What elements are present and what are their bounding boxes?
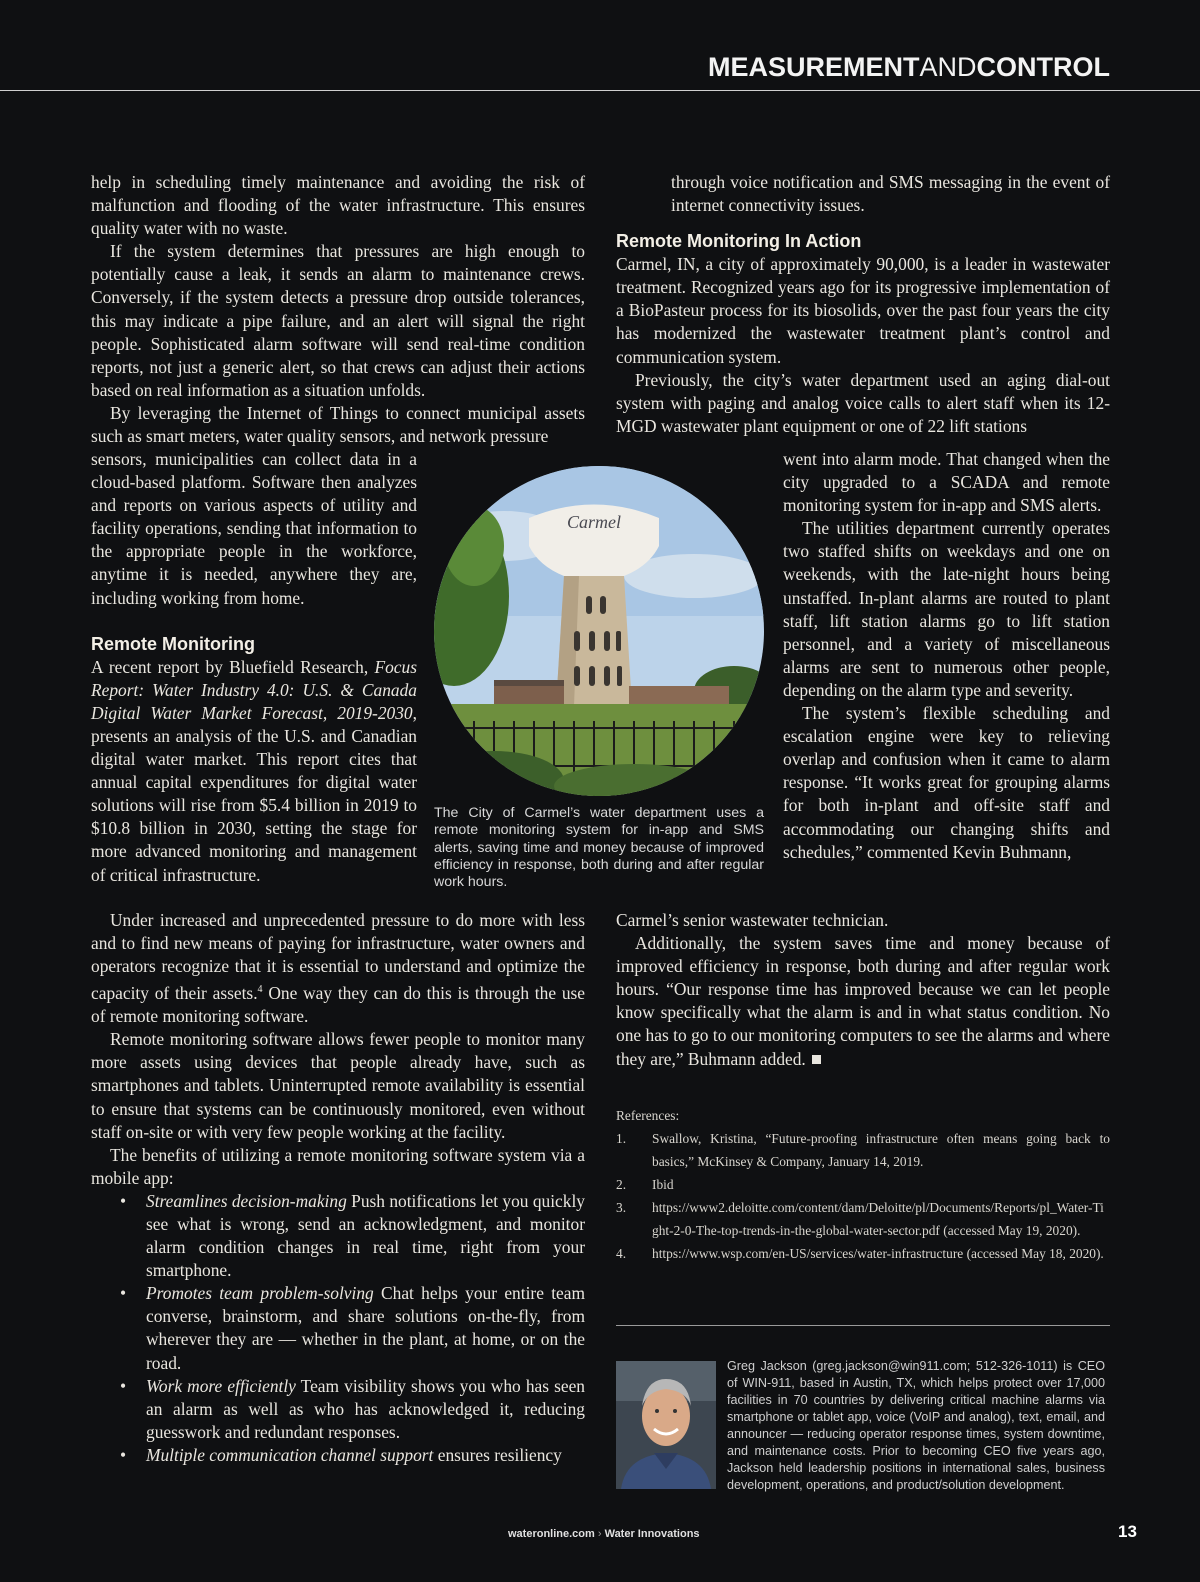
- left-column-bottom: [91, 909, 585, 1467]
- paragraph: help in scheduling timely maintenance and avoiding the risk of malfunction and flooding of the water infrastructure. This ensures quality water with no waste.: [91, 172, 585, 239]
- reference-item: 3. https://www2.deloitte.com/content/dam/Deloitte/pl/Documents/Reports/pl_Water-Tight-2-0-The-top-trends-in-the-global-water-sector.pdf (accessed May 19, 2020).: [616, 1200, 1104, 1238]
- list-item: • Streamlines decision-making Push notifications let you quickly see what is wrong, send an acknowledgment, and monitor alarm condition changes in real time, right from your smartphone.: [146, 1190, 585, 1282]
- right-column-top: [616, 171, 1110, 438]
- paragraph: went into alarm mode. That changed when the city upgraded to a SCADA and remote monitoring system for in-app and SMS alerts.: [783, 449, 1110, 516]
- page-header: [0, 0, 1200, 91]
- footer-publication: wateronline.com › Water Innovations: [508, 1528, 700, 1540]
- reference-item: 2. Ibid: [616, 1177, 674, 1192]
- left-column-top: [91, 171, 585, 448]
- references-list: [616, 1127, 1110, 1265]
- paragraph: The system’s flexible scheduling and escalation engine were key to relieving overlap and confusion when it came to alarm response. “It works great for grouping alarms for both in-plant and off-site staff and accommodating our changing shifts and schedules,” commented Kevin Buhmann,: [783, 703, 1110, 862]
- paragraph: If the system determines that pressures are high enough to potentially cause a leak, it sends an alarm to maintenance crews. Conversely, if the system detects a pressure drop outside tolerances, this may indicate a pipe failure, and an alert will signal the right people. Sophisticated alarm software will send real-time condition reports, not just a generic alert, so that crews can adjust their actions based on real information as a situation unfolds.: [91, 241, 585, 400]
- tower-logo-text: Carmel: [567, 512, 621, 532]
- paragraph: The benefits of utilizing a remote monitoring software system via a mobile app:: [91, 1144, 585, 1188]
- paragraph: Previously, the city’s water department used an aging dial-out system with paging and analog voice calls to alert staff when its 12-MGD wastewater plant equipment or one of 22 lift stations: [616, 369, 1110, 436]
- author-photo: [616, 1361, 716, 1489]
- right-column-narrow: [783, 448, 1110, 864]
- author-portrait: [616, 1361, 716, 1489]
- list-item: • Multiple communication channel support ensures resiliency: [146, 1444, 585, 1467]
- benefits-list: [91, 1190, 585, 1467]
- paragraph: Remote monitoring software allows fewer people to monitor many more assets using devices that people already have, such as smartphones and tablets. Uninterrupted remote availability is essential to ensure that systems can be continuously monitored, even without staff on-site or with very few people working at the facility.: [91, 1029, 585, 1142]
- photo-caption: The City of Carmel’s water department uses a remote monitoring system for in-app and SMS alerts, saving time and money because of improved efficiency in response, both during and after regular work hours.: [434, 805, 764, 891]
- reference-item: 4. https://www.wsp.com/en-US/services/water-infrastructure (accessed May 18, 2020).: [616, 1246, 1104, 1261]
- paragraph: By leveraging the Internet of Things to connect municipal assets such as smart meters, water quality sensors, and network pressure: [91, 402, 585, 447]
- water-tower-illustration: [434, 466, 764, 796]
- paragraph: Under increased and unprecedented pressure to do more with less and to find new means of paying for infrastructure, water owners and operators recognize that it is essential to understand and optimize the capacity of their assets.$^4$ One way they can do this is through the use of remote monitoring software.: [91, 910, 586, 1027]
- list-item: • Work more efficiently Team visibility shows you who has seen an alarm as well as who has acknowledged it, reducing guesswork and redundant responses.: [146, 1375, 585, 1444]
- paragraph: A recent report by Bluefield Research, Focus Report: Water Industry 4.0: U.S. & Canada Digital Water Market Forecast, 2019-2030, presents an analysis of the U.S. and Canadian digital water market. This report cites that annual capital expenditures for digital water solutions will rise from $5.4 billion in 2019 to $10.8 billion in 2030, setting the stage for more advanced monitoring and management of critical infrastructure.: [91, 656, 417, 885]
- references: [616, 1104, 1110, 1265]
- references-heading: References:: [616, 1108, 680, 1123]
- water-tower-photo: [434, 466, 764, 796]
- section-heading: Remote Monitoring: [91, 633, 255, 654]
- paragraph: Carmel’s senior wastewater technician.: [616, 910, 889, 930]
- left-column-narrow: [91, 448, 417, 887]
- section-heading: Remote Monitoring In Action: [616, 231, 862, 252]
- end-mark-icon: [812, 1055, 821, 1064]
- divider: [616, 1325, 1110, 1326]
- paragraph: sensors, municipalities can collect data in a cloud-based platform. Software then analyzes and reports on various aspects of utility and facility operations, sending that information to the appropriate people in the workforce, anytime it is needed, anywhere they are, including working from home.: [91, 449, 417, 608]
- bullet-continuation: through voice notification and SMS messaging in the event of internet connectivity issues.: [671, 172, 1110, 216]
- author-bio: Greg Jackson (greg.jackson@win911.com; 512-326-1011) is CEO of WIN-911, based in Austin, TX, which helps protect over 17,000 facilities in 70 countries by delivering critical machine alarms via smartphone or tablet app, voice (VoIP and analog), text, email, and announcer — reducing operator response times, system downtime, and maintenance costs. Prior to becoming CEO five years ago, Jackson held leadership positions in international sales, business development, operations, and product/solution development.: [727, 1359, 1105, 1492]
- right-column-bottom: [616, 909, 1110, 1071]
- page-number: 13: [1118, 1522, 1137, 1541]
- paragraph: Carmel, IN, a city of approximately 90,000, is a leader in wastewater treatment. Recognized years ago for its progressive implementation of a BioPasteur process for its biosolids, over the past four years the city has modernized the wastewater treatment plant’s control and communication system.: [616, 254, 1110, 367]
- paragraph: The utilities department currently operates two staffed shifts on weekdays and one on weekends, with the late-night hours being unstaffed. In-plant alarms are routed to plant staff, lift station alarms go to lift station personnel, and a variety of miscellaneous alarms are sent to numerous other people, depending on the alarm type and severity.: [783, 518, 1110, 700]
- list-item: • Promotes team problem-solving Chat helps your entire team converse, brainstorm, and share solutions on-the-fly, from wherever they are — whether in the plant, at home, or on the road.: [146, 1282, 585, 1374]
- section-title: MEASUREMENTANDCONTROL: [707, 52, 1110, 82]
- paragraph: Additionally, the system saves time and money because of improved efficiency in response, both during and after regular work hours. “Our response time has improved because we can let people know specifically what the alarm is and in what status condition. No one has to go to our monitoring computers to see the alarms and where they are,” Buhmann added.: [616, 933, 1110, 1069]
- reference-item: 1. Swallow, Kristina, “Future-proofing infrastructure often means going back to basics,” McKinsey & Company, January 14, 2019.: [616, 1131, 1110, 1169]
